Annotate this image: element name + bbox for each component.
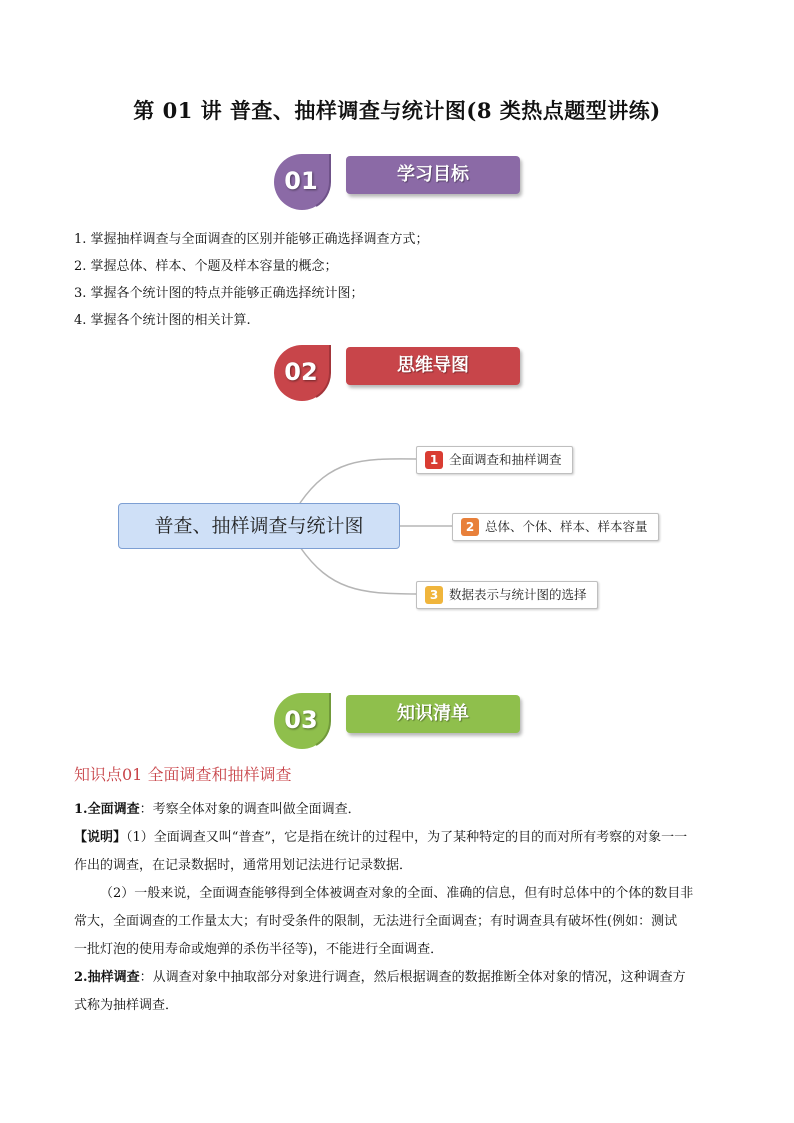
text: 常大，全面调查的工作量太大；有时受条件的限制，无法进行全面调查；有时调查具有破坏性(例如：测试 [74, 914, 678, 929]
mind-map-branch [452, 513, 659, 541]
branch-number: 1 [425, 451, 443, 469]
paragraph [74, 824, 722, 852]
paragraph [74, 964, 722, 992]
text: ：考察全体对象的调查叫做全面调查． [139, 802, 361, 817]
text: 一批灯泡的使用寿命或炮弹的杀伤半径等)，不能进行全面调查． [74, 942, 444, 957]
section-header-mindmap [270, 343, 530, 401]
text: （1）全面调查又叫“普查”，它是指在统计的过程中，为了某种特定的目的而对所有考察的对象一一 [126, 830, 688, 845]
text: 式称为抽样调查． [74, 998, 179, 1013]
section-label: 学习目标 [346, 156, 520, 194]
learning-goals [74, 226, 429, 334]
paragraph [74, 796, 722, 824]
mind-map [0, 430, 794, 620]
section-header-goals [270, 152, 530, 210]
paragraph [74, 880, 722, 908]
knowledge-point-title: 知识点01 全面调查和抽样调查 [74, 765, 292, 784]
goal-item: 4. 掌握各个统计图的相关计算. [74, 313, 251, 328]
section-label: 思维导图 [346, 347, 520, 385]
branch-number: 2 [461, 518, 479, 536]
knowledge-body [74, 796, 722, 1020]
paragraph [74, 992, 722, 1020]
branch-label: 全面调查和抽样调查 [449, 452, 562, 467]
term: 1.全面调查 [74, 802, 140, 817]
section-header-knowledge [270, 691, 530, 749]
section-number: 01 [284, 167, 318, 195]
branch-number: 3 [425, 586, 443, 604]
mind-map-center: 普查、抽样调查与统计图 [118, 503, 400, 549]
paragraph [74, 908, 722, 936]
section-label: 知识清单 [346, 695, 520, 733]
branch-label: 总体、个体、样本、样本容量 [485, 519, 648, 534]
goal-item: 1. 掌握抽样调查与全面调查的区别并能够正确选择调查方式； [74, 232, 429, 247]
text: ：从调查对象中抽取部分对象进行调查，然后根据调查的数据推断全体对象的情况，这种调查方 [139, 970, 686, 985]
mind-map-branch [416, 581, 598, 609]
mind-map-branch [416, 446, 573, 474]
term: 2.抽样调查 [74, 970, 140, 985]
paragraph [74, 936, 722, 964]
section-number: 02 [284, 358, 318, 386]
note-label: 【说明】 [74, 830, 127, 845]
paragraph [74, 852, 722, 880]
text: （2）一般来说，全面调查能够得到全体被调查对象的全面、准确的信息，但有时总体中的个体的数目非 [100, 886, 694, 901]
text: 作出的调查，在记录数据时，通常用划记法进行记录数据． [74, 858, 413, 873]
branch-label: 数据表示与统计图的选择 [449, 587, 587, 602]
section-number: 03 [284, 706, 318, 734]
document-title: 第 01 讲 普查、抽样调查与统计图(8 类热点题型讲练) [133, 98, 661, 123]
goal-item: 2. 掌握总体、样本、个题及样本容量的概念； [74, 259, 338, 274]
goal-item: 3. 掌握各个统计图的特点并能够正确选择统计图； [74, 286, 364, 301]
